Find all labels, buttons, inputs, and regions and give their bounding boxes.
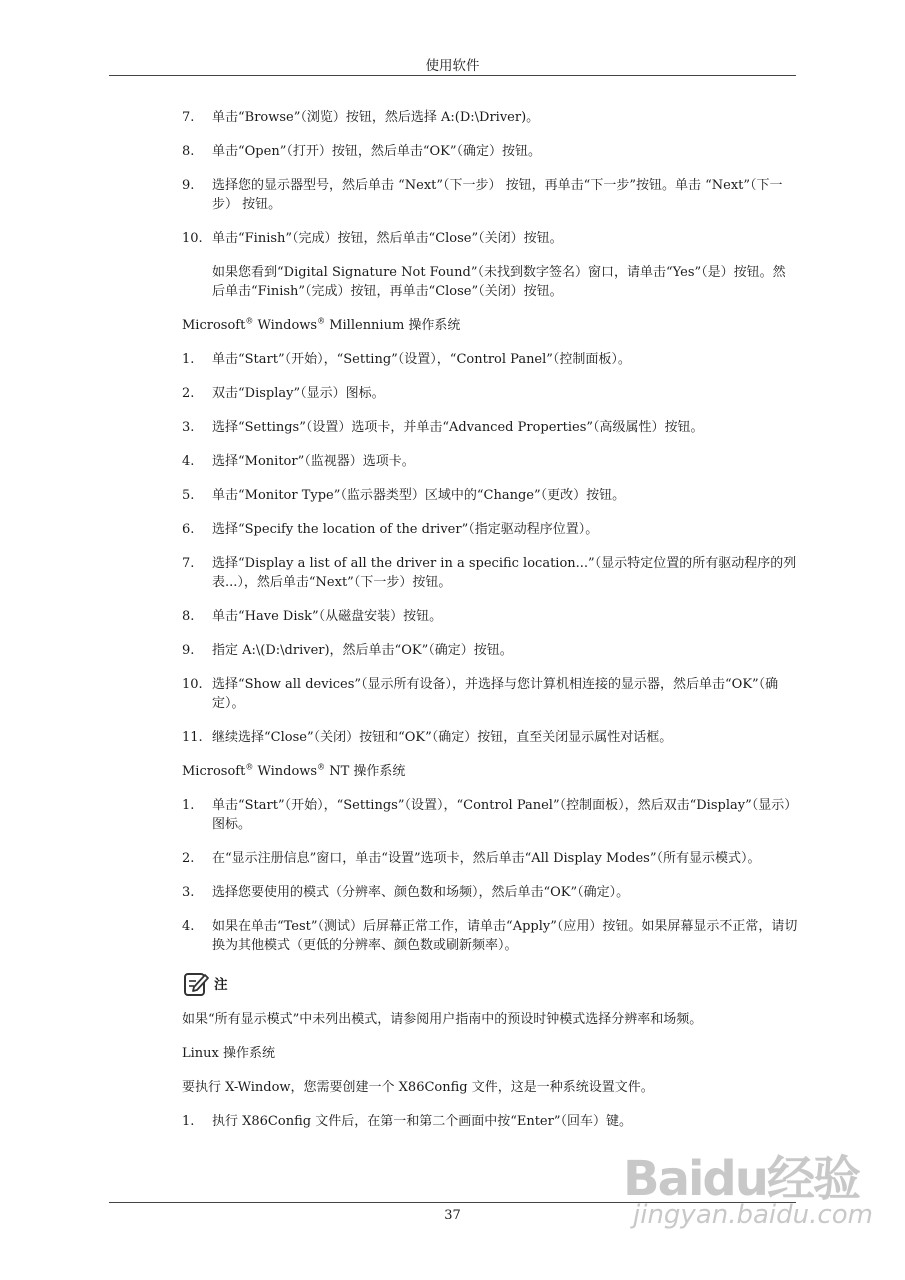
item-number: 4. [182, 454, 195, 469]
list-item [182, 849, 798, 868]
watermark-logo: Baidu经验 [623, 1151, 859, 1207]
item-text: 单击“Have Disk”（从磁盘安装）按钮。 [212, 609, 443, 624]
watermark-url: jingyan.baidu.com [633, 1200, 873, 1230]
item-number: 6. [182, 522, 195, 537]
item-text: 如果在单击“Test”（测试）后屏幕正常工作，请单击“Apply”（应用）按钮。如果屏幕显示不正常，请切换为其他模式（更低的分辨率、颜色数或刷新频率）。 [212, 919, 798, 953]
item-number: 1. [182, 1114, 195, 1129]
item-number: 9. [182, 178, 195, 193]
linux-steps-list [182, 1112, 798, 1131]
list-item [182, 350, 798, 369]
section-heading-millennium: Microsoft® Windows® Millennium 操作系统 [182, 316, 461, 333]
item-text: 选择“Display a list of all the driver in a specific location...”（显示特定位置的所有驱动程序的列表...），然后单击“Next”（下一步）按钮。 [212, 556, 797, 590]
note-header [182, 970, 798, 1000]
item-number: 8. [182, 144, 195, 159]
item-text: 继续选择“Close”（关闭）按钮和“OK”（确定）按钮，直至关闭显示属性对话框。 [212, 730, 673, 745]
list-item [182, 883, 798, 902]
item-number: 2. [182, 386, 195, 401]
note-pencil-icon [182, 971, 210, 999]
signature-paragraph: 如果您看到“Digital Signature Not Found”（未找到数字签名）窗口，请单击“Yes”（是）按钮。然后单击“Finish”（完成）按钮，再单击“Close”（关闭）按钮。 [212, 265, 786, 299]
page-content [182, 108, 798, 1146]
list-item [182, 675, 798, 713]
item-number: 5. [182, 488, 195, 503]
list-item [182, 607, 798, 626]
list-item [182, 384, 798, 403]
item-number: 1. [182, 352, 195, 367]
header-rule [109, 75, 796, 76]
item-text: 单击“Start”（开始），“Settings”（设置），“Control Panel”（控制面板），然后双击“Display”（显示）图标。 [212, 798, 798, 832]
list-item [182, 641, 798, 660]
section-heading-nt: Microsoft® Windows® NT 操作系统 [182, 762, 406, 779]
list-item [182, 554, 798, 592]
note-label: 注 [214, 976, 228, 993]
list-item [182, 452, 798, 471]
item-text: 执行 X86Config 文件后，在第一和第二个画面中按“Enter”（回车）键。 [212, 1114, 632, 1129]
item-number: 9. [182, 643, 195, 658]
list-item [182, 1112, 798, 1131]
item-text: 单击“Browse”（浏览）按钮，然后选择 A:(D:\Driver)。 [212, 110, 540, 125]
list-item [182, 176, 798, 214]
list-item [182, 229, 798, 248]
item-text: 在“显示注册信息”窗口，单击“设置”选项卡，然后单击“All Display Modes”（所有显示模式）。 [212, 851, 761, 866]
millennium-steps-list [182, 350, 798, 747]
item-text: 单击“Start”（开始），“Setting”（设置），“Control Panel”（控制面板）。 [212, 352, 631, 367]
item-text: 单击“Finish”（完成）按钮，然后单击“Close”（关闭）按钮。 [212, 231, 563, 246]
list-item [182, 728, 798, 747]
baidu-watermark [613, 1140, 873, 1270]
list-item [182, 418, 798, 437]
item-text: 选择“Show all devices”（显示所有设备），并选择与您计算机相连接的显示器，然后单击“OK”（确定）。 [212, 677, 779, 711]
nt-steps-list [182, 796, 798, 955]
list-item [182, 108, 798, 127]
item-number: 4. [182, 919, 195, 934]
item-text: 选择“Specify the location of the driver”（指定驱动程序位置）。 [212, 522, 599, 537]
section-heading-linux: Linux 操作系统 [182, 1046, 275, 1061]
item-number: 8. [182, 609, 195, 624]
item-text: 单击“Monitor Type”（监示器类型）区域中的“Change”（更改）按钮。 [212, 488, 626, 503]
item-number: 3. [182, 885, 195, 900]
list-item [182, 796, 798, 834]
list-item [182, 142, 798, 161]
list-item [182, 917, 798, 955]
item-text: 指定 A:\(D:\driver)，然后单击“OK”（确定）按钮。 [212, 643, 513, 658]
item-text: 选择您的显示器型号，然后单击 “Next”（下一步） 按钮，再单击“下一步”按钮。单击 “Next”（下一步） 按钮。 [212, 178, 783, 212]
item-text: 单击“Open”（打开）按钮，然后单击“OK”（确定）按钮。 [212, 144, 541, 159]
item-text: 选择“Settings”（设置）选项卡，并单击“Advanced Properties”（高级属性）按钮。 [212, 420, 704, 435]
item-number: 7. [182, 110, 195, 125]
page-number: 37 [444, 1208, 461, 1223]
item-number: 11. [182, 730, 203, 745]
item-number: 3. [182, 420, 195, 435]
list-item [182, 486, 798, 505]
list-item [182, 520, 798, 539]
item-number: 7. [182, 556, 195, 571]
item-number: 2. [182, 851, 195, 866]
linux-intro-paragraph: 要执行 X-Window，您需要创建一个 X86Config 文件，这是一种系统设置文件。 [182, 1080, 654, 1095]
page-header-title: 使用软件 [425, 58, 480, 74]
item-number: 10. [182, 677, 203, 692]
note-text: 如果“所有显示模式”中未列出模式，请参阅用户指南中的预设时钟模式选择分辨率和场频。 [182, 1012, 703, 1027]
item-text: 选择您要使用的模式（分辨率、颜色数和场频），然后单击“OK”（确定）。 [212, 885, 630, 900]
item-number: 1. [182, 798, 195, 813]
item-text: 双击“Display”（显示）图标。 [212, 386, 385, 401]
item-number: 10. [182, 231, 203, 246]
item-text: 选择“Monitor”（监视器）选项卡。 [212, 454, 415, 469]
driver-steps-list [182, 108, 798, 248]
